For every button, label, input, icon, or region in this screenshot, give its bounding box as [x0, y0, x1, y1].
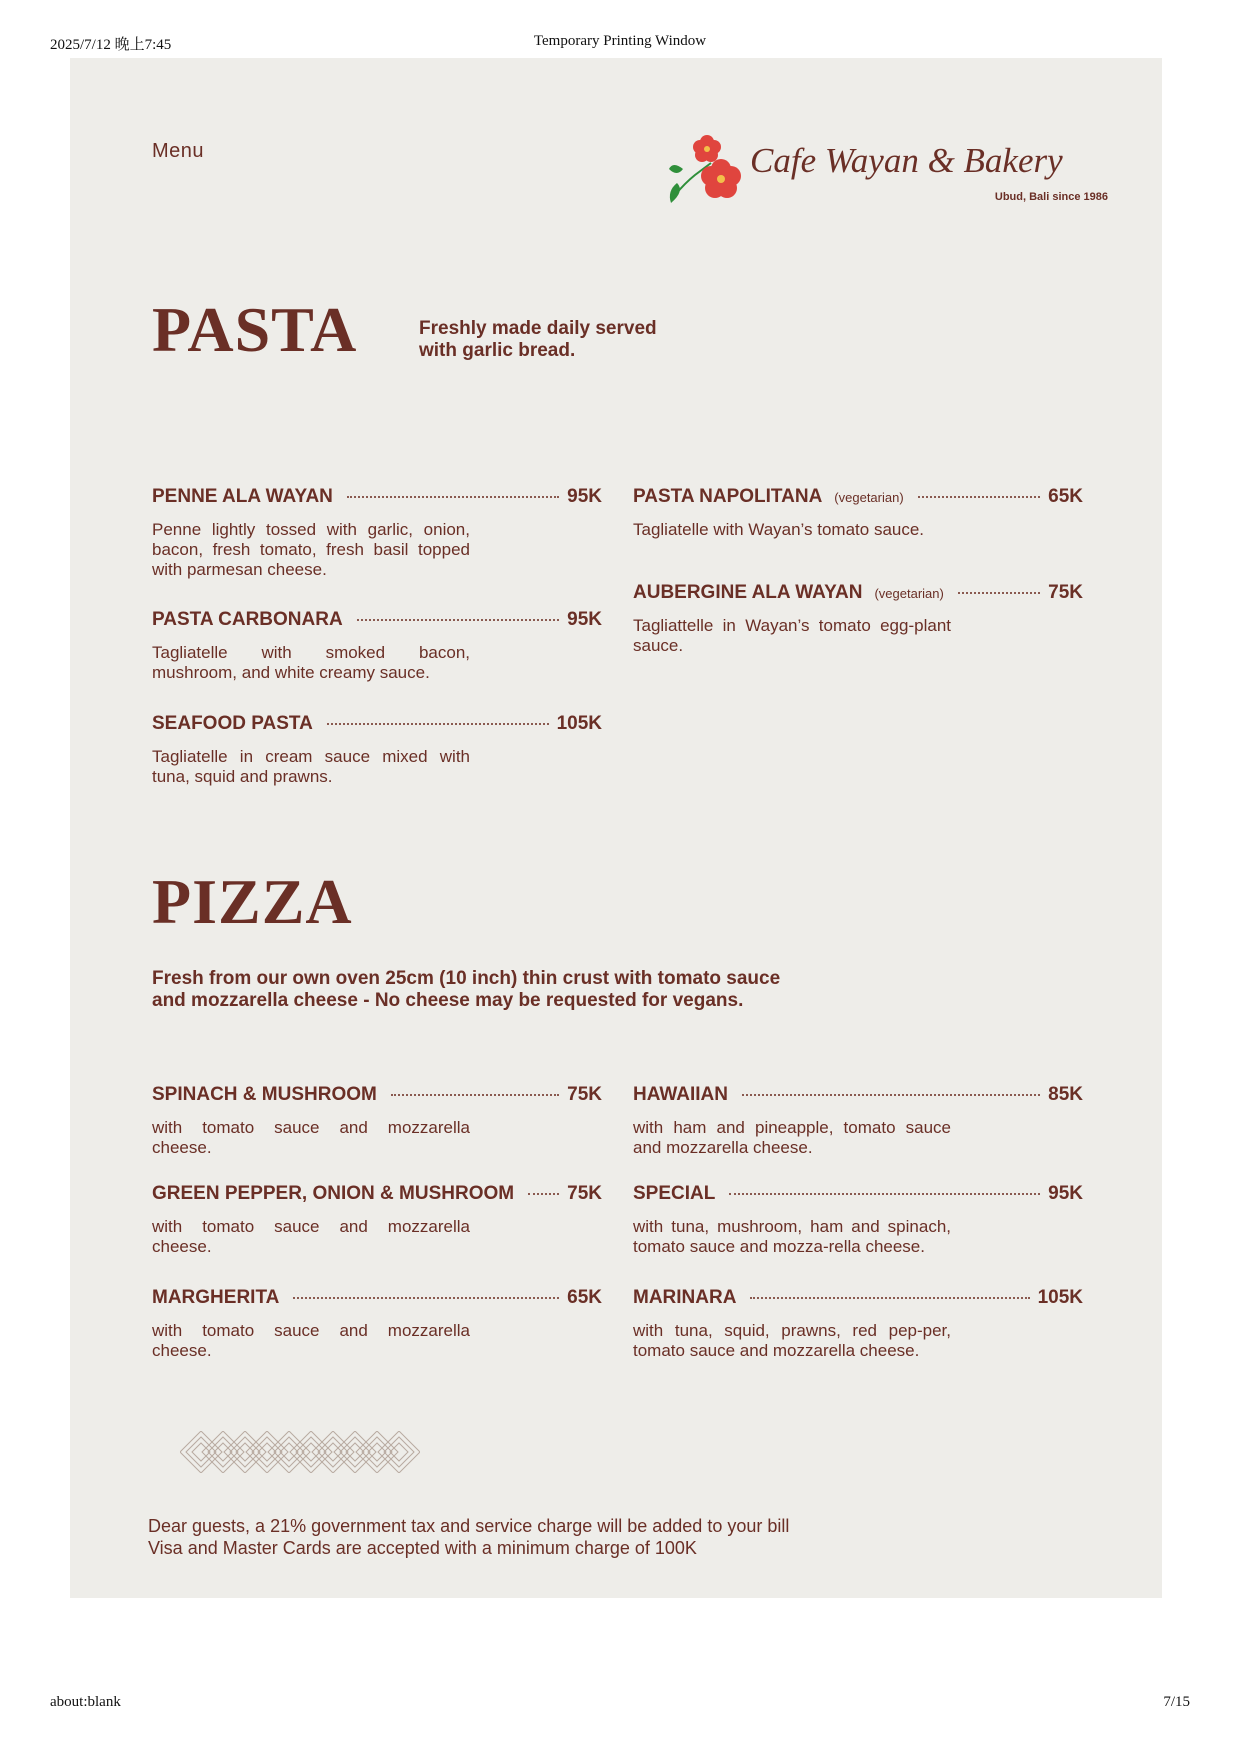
menu-item-penne-ala-wayan [152, 486, 602, 580]
item-description: with tomato sauce and mozzarella cheese. [152, 1321, 470, 1360]
vegetarian-tag: (vegetarian) [834, 490, 904, 505]
pizza-subtitle [152, 968, 780, 1012]
item-description: with tomato sauce and mozzarella cheese. [152, 1217, 470, 1256]
menu-item-margherita [152, 1287, 602, 1361]
leader-dots [729, 1193, 1040, 1195]
item-price: 75K [1048, 582, 1083, 603]
item-price: 75K [567, 1183, 602, 1204]
item-name: PASTA CARBONARA [152, 609, 343, 630]
item-description: Tagliatelle with smoked bacon, mushroom, and white creamy sauce. [152, 643, 470, 682]
print-page-number: 7/15 [1163, 1694, 1190, 1710]
item-price: 85K [1048, 1084, 1083, 1105]
diamond-pattern-icon [180, 1431, 420, 1473]
hibiscus-flower-icon [665, 133, 751, 213]
menu-item-aubergine-ala-wayan [633, 582, 1083, 656]
item-price: 65K [1048, 486, 1083, 507]
item-description: with ham and pineapple, tomato sauce and mozzarella cheese. [633, 1118, 951, 1157]
leader-dots [327, 723, 549, 725]
item-name: GREEN PEPPER, ONION & MUSHROOM [152, 1183, 515, 1204]
item-price: 105K [556, 713, 602, 734]
tax-note: Dear guests, a 21% government tax and service charge will be added to your bill [148, 1516, 790, 1536]
leader-dots [391, 1094, 559, 1096]
leader-dots [528, 1193, 559, 1195]
leader-dots [918, 496, 1040, 498]
menu-item-pasta-napolitana [633, 486, 1083, 540]
item-name: MARINARA [633, 1287, 737, 1308]
menu-page [70, 58, 1162, 1598]
item-name: AUBERGINE ALA WAYAN [633, 582, 863, 603]
pasta-subtitle-line1: Freshly made daily served [419, 318, 657, 339]
item-description: Tagliatelle in cream sauce mixed with tuna, squid and prawns. [152, 747, 470, 786]
item-description: Penne lightly tossed with garlic, onion, bacon, fresh tomato, fresh basil topped with parmesan cheese. [152, 520, 470, 579]
menu-item-hawaiian [633, 1084, 1083, 1158]
pasta-subtitle [419, 318, 657, 362]
print-date: 2025/7/12 晚上7:45 [50, 37, 172, 53]
leader-dots [347, 496, 559, 498]
item-name: MARGHERITA [152, 1287, 280, 1308]
item-name: PASTA NAPOLITANA [633, 486, 823, 507]
item-description: Tagliatelle with Wayan’s tomato sauce. [633, 520, 925, 539]
item-price: 95K [1048, 1183, 1083, 1204]
item-price: 105K [1037, 1287, 1083, 1308]
payment-note: Visa and Master Cards are accepted with a minimum charge of 100K [148, 1538, 697, 1558]
item-price: 95K [567, 486, 602, 507]
item-description: with tuna, squid, prawns, red pep-per, tomato sauce and mozzarella cheese. [633, 1321, 951, 1360]
menu-item-pasta-carbonara [152, 609, 602, 683]
pasta-subtitle-line2: with garlic bread. [419, 340, 576, 361]
cafe-logo [665, 133, 1165, 223]
pizza-subtitle-line1: Fresh from our own oven 25cm (10 inch) thin crust with tomato sauce [152, 968, 781, 989]
print-url: about:blank [50, 1694, 121, 1710]
leader-dots [958, 592, 1040, 594]
leader-dots [293, 1297, 559, 1299]
item-name: SEAFOOD PASTA [152, 713, 313, 734]
item-description: Tagliattelle in Wayan’s tomato egg-plant sauce. [633, 616, 951, 655]
item-name: HAWAIIAN [633, 1084, 728, 1105]
print-window-title: Temporary Printing Window [533, 33, 707, 49]
pizza-title: PIZZA [152, 866, 353, 937]
item-name: SPECIAL [633, 1183, 716, 1204]
item-name: SPINACH & MUSHROOM [152, 1084, 377, 1105]
leader-dots [742, 1094, 1040, 1096]
menu-item-marinara [633, 1287, 1083, 1361]
logo-tagline: Ubud, Bali since 1986 [994, 191, 1108, 203]
menu-item-spinach-mushroom [152, 1084, 602, 1158]
vegetarian-tag: (vegetarian) [874, 586, 944, 601]
item-price: 95K [567, 609, 602, 630]
item-name: PENNE ALA WAYAN [152, 486, 333, 507]
leader-dots [750, 1297, 1029, 1299]
item-description: with tuna, mushroom, ham and spinach, tomato sauce and mozza-rella cheese. [633, 1217, 951, 1256]
item-price: 65K [567, 1287, 602, 1308]
menu-item-green-pepper-onion-mushroom [152, 1183, 602, 1257]
menu-item-seafood-pasta [152, 713, 602, 787]
leader-dots [357, 619, 559, 621]
menu-label: Menu [152, 140, 205, 162]
item-price: 75K [567, 1084, 602, 1105]
pizza-subtitle-line2: and mozzarella cheese - No cheese may be requested for vegans. [152, 990, 744, 1011]
item-description: with tomato sauce and mozzarella cheese. [152, 1118, 470, 1157]
tax-and-payment-note [148, 1515, 789, 1559]
menu-item-special [633, 1183, 1083, 1257]
pasta-title: PASTA [152, 294, 358, 365]
logo-name: Cafe Wayan & Bakery [750, 141, 1063, 180]
